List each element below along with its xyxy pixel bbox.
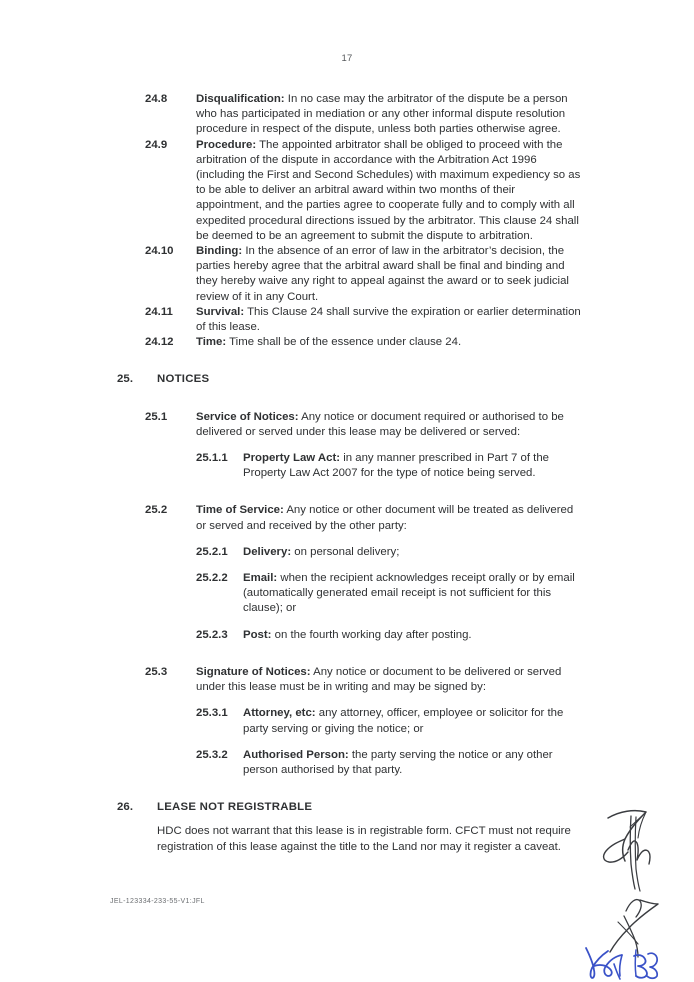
clause-number: 24.9	[145, 138, 168, 151]
clause-text	[243, 545, 580, 560]
clause-number: 25.3.1	[196, 707, 228, 720]
clause-text	[243, 748, 580, 778]
clause-25-2-2	[0, 571, 694, 617]
signature-block	[570, 798, 694, 982]
clause-body: on personal delivery;	[291, 545, 400, 558]
clause-text	[196, 138, 581, 244]
clause-body: the party serving the notice or any other person authorised by that party.	[243, 748, 553, 776]
clause-label: Attorney, etc:	[243, 707, 316, 720]
section-title: NOTICES	[157, 373, 210, 386]
clause-label: Signature of Notices:	[196, 665, 311, 678]
clause-body: on the fourth working day after posting.	[271, 628, 472, 641]
clause-label: Service of Notices:	[196, 410, 299, 423]
clause-text	[196, 305, 581, 335]
clause-24-9	[0, 138, 694, 244]
clause-number: 25.1	[145, 410, 168, 423]
clause-label: Time of Service:	[196, 504, 284, 517]
clause-number: 25.2.2	[196, 572, 228, 585]
signature-blue	[586, 948, 657, 979]
clause-number: 25.2	[145, 504, 168, 517]
page-number: 17	[341, 53, 353, 64]
clause-text	[243, 628, 580, 643]
clause-number: 25.1.1	[196, 452, 228, 465]
clause-number: 25.2.1	[196, 545, 228, 558]
clause-25-2-3	[0, 628, 694, 643]
clause-number: 24.12	[145, 336, 174, 349]
clause-label: Authorised Person:	[243, 748, 349, 761]
clause-text	[196, 503, 581, 533]
clause-25-3	[0, 665, 694, 695]
clause-24-12	[0, 335, 694, 350]
clause-25-3-1	[0, 706, 694, 736]
clause-number: 25.3	[145, 665, 168, 678]
clause-25-2-1	[0, 545, 694, 560]
clause-body: any attorney, officer, employee or solicitor for the party serving or giving the notice; or	[243, 707, 564, 735]
clause-body: This Clause 24 shall survive the expiration or earlier determination of this lease.	[196, 305, 581, 334]
clause-number: 25.2.3	[196, 628, 228, 641]
clause-body: in any manner prescribed in Part 7 of the Property Law Act 2007 for the type of notice being served.	[243, 452, 550, 480]
section-number: 25.	[117, 373, 134, 386]
clause-label: Binding:	[196, 245, 243, 258]
clause-label: Delivery:	[243, 545, 292, 558]
clause-text	[243, 706, 580, 736]
clause-text	[196, 335, 581, 350]
clause-body: In no case may the arbitrator of the dispute be a person who has participated in mediation or any other informal dispute resolution procedure in respect of the dispute, unless both parties otherwise agree.	[196, 93, 568, 136]
signature-blue-upper-stroke	[610, 900, 658, 957]
clause-text	[196, 665, 581, 695]
clause-body: Any notice or document to be delivered or served under this lease must be in writing and may be signed by:	[196, 665, 562, 694]
clause-25-1	[0, 410, 694, 440]
clause-24-10	[0, 244, 694, 305]
clause-number: 25.3.2	[196, 748, 228, 761]
section-title: LEASE NOT REGISTRABLE	[157, 801, 313, 814]
clause-label: Survival:	[196, 305, 245, 318]
clause-number: 24.11	[145, 305, 173, 318]
clause-text	[196, 410, 581, 440]
signature-black	[604, 811, 650, 891]
clause-text	[196, 92, 581, 138]
document-body	[0, 92, 694, 855]
clause-24-8	[0, 92, 694, 138]
clause-label: Time:	[196, 336, 227, 349]
clause-25-1-1	[0, 451, 694, 481]
clause-body: Time shall be of the essence under clause 24.	[226, 336, 462, 349]
clause-label: Post:	[243, 628, 272, 641]
clause-25-3-2	[0, 748, 694, 778]
clause-body: Any notice or other document will be treated as delivered or served and received by the other party:	[196, 504, 574, 532]
clause-label: Disqualification:	[196, 93, 285, 105]
clause-body: when the recipient acknowledges receipt orally or by email (automatically generated email receipt is not sufficient for this clause); or	[243, 572, 575, 615]
clause-label: Email:	[243, 572, 278, 585]
clause-body: In the absence of an error of law in the arbitrator’s decision, the parties hereby agree that the arbitral award shall be final and binding and they hereby waive any right to appeal against the award or to seek judicial review of it in any Court.	[196, 245, 569, 303]
clause-body: The appointed arbitrator shall be obliged to proceed with the arbitration of the dispute in accordance with the Arbitration Act 1996 (including the First and Second Schedules) with maximum expediency so as to be able to deliver an arbitral award within two months of their appointment, and the parties agree to cooperate fully and to comply with all expedited procedural directions issued by the arbitrator. This clause 24 shall be deemed to be an agreement to submit the dispute to arbitration.	[196, 138, 581, 242]
clause-label: Procedure:	[196, 138, 257, 151]
clause-number: 24.8	[145, 93, 168, 105]
clause-25-2	[0, 503, 694, 533]
section-26-paragraph: HDC does not warrant that this lease is in registrable form. CFCT must not require registration of this lease against the title to the Land nor may it register a caveat.	[157, 825, 571, 853]
footer-reference: JEL-123334-233-55-V1:JFL	[110, 898, 205, 905]
clause-label: Property Law Act:	[243, 452, 341, 465]
clause-text	[243, 571, 580, 617]
signature-ink-svg	[570, 798, 694, 982]
section-number: 26.	[117, 801, 134, 814]
clause-text	[196, 244, 581, 305]
clause-number: 24.10	[145, 245, 174, 258]
clause-body: Any notice or document required or authorised to be delivered or served under this lease may be delivered or served:	[196, 410, 564, 438]
clause-24-11	[0, 305, 694, 335]
section-heading-25	[0, 372, 694, 387]
clause-text	[243, 451, 580, 481]
